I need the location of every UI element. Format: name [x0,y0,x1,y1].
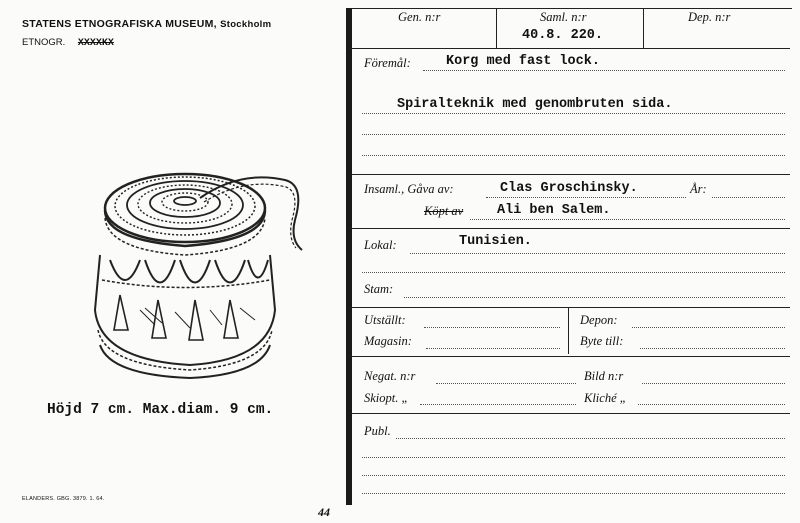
skiopt-label: Skiopt. „ [364,391,409,405]
museum-header [22,18,271,30]
insaml-label: Insaml., Gåva av: [364,182,454,196]
dotted-rule [638,404,785,405]
card-top-border [352,8,792,9]
image-caption: Höjd 7 cm. Max.diam. 9 cm. [47,402,274,418]
dotted-rule [404,297,785,298]
department-struck: XXXXKX [77,38,114,49]
printer-line: ELANDERS. GBG. 3879. 1. 64. [22,496,105,502]
dotted-rule [424,327,560,328]
dotted-rule [423,70,785,71]
foremal-separator [350,174,790,175]
dotted-rule [486,197,686,198]
depon-label: Depon: [580,313,618,327]
dotted-rule [362,113,785,114]
negat-separator [350,413,790,414]
saml-label: Saml. n:r [540,10,587,24]
lokal-separator [350,307,790,308]
department-line [22,37,114,49]
foremal-value: Korg med fast lock. [446,54,600,69]
dotted-rule [436,383,576,384]
header-separator [350,48,790,49]
insaml-separator [350,228,790,229]
saml-value: 40.8. 220. [522,28,604,43]
museum-name: STATENS ETNOGRAFISKA MUSEUM, [22,18,217,30]
kliche-label: Kliché „ [584,391,627,405]
stam-label: Stam: [364,282,394,296]
dotted-rule [426,348,560,349]
dotted-rule [362,272,785,273]
basket-illustration [80,160,320,390]
utstallt-label: Utställt: [364,313,406,327]
bild-label: Bild n:r [584,369,624,383]
dotted-rule [420,404,576,405]
card-left-border [346,8,352,505]
utstallt-divider [568,308,569,354]
lokal-value: Tunisien. [459,234,532,249]
header-divider-1 [496,8,497,48]
dotted-rule [396,438,785,439]
dotted-rule [640,348,785,349]
dotted-rule [642,383,785,384]
dotted-rule [410,253,785,254]
foremal-label: Föremål: [364,56,411,70]
page-number: 44 [318,505,330,519]
insaml-value: Clas Groschinsky. [500,181,638,196]
department-prefix: ETNOGR. [22,37,66,48]
dotted-rule [362,475,785,476]
kop-struck-label: Köpt av [424,204,464,218]
dotted-rule [362,493,785,494]
dotted-rule [362,134,785,135]
utstallt-separator [350,356,790,357]
negat-label: Negat. n:r [364,369,416,383]
publ-label: Publ. [364,424,391,438]
header-divider-2 [643,8,644,48]
dotted-rule [362,457,785,458]
ar-label: År: [690,182,707,196]
dep-label: Dep. n:r [688,10,731,24]
museum-city: Stockholm [220,19,272,30]
gen-label: Gen. n:r [398,10,441,24]
description-value: Spiralteknik med genombruten sida. [397,97,673,112]
byte-label: Byte till: [580,334,624,348]
magasin-label: Magasin: [364,334,412,348]
dotted-rule [362,155,785,156]
dotted-rule [470,219,785,220]
dotted-rule [632,327,785,328]
lokal-label: Lokal: [364,238,397,252]
kop-value: Ali ben Salem. [497,203,611,218]
dotted-rule [712,197,785,198]
